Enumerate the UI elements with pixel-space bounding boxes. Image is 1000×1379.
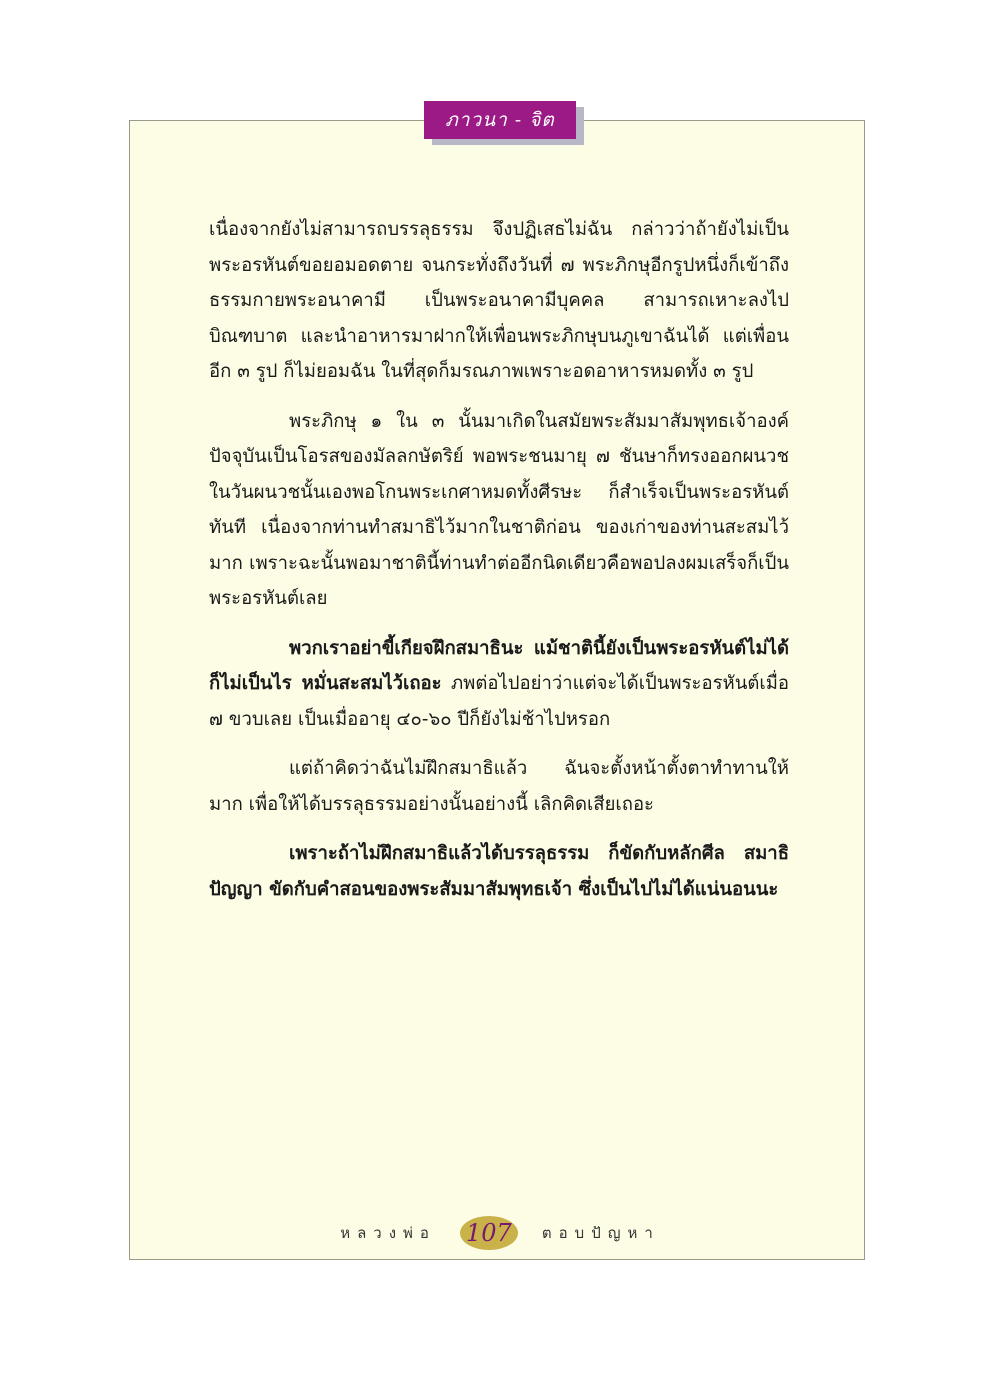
chapter-title: ภาวนา - จิต xyxy=(445,109,555,131)
page-content xyxy=(209,212,789,921)
paragraph-2: พระภิกษุ ๑ ใน ๓ นั้นมาเกิดในสมัยพระสัมมาสัมพุทธเจ้าองค์ปัจจุบันเป็นโอรสของมัลลกษัตริย์ พอพระชนมายุ ๗ ชันษาก็ทรงออกผนวช ในวันผนวชนั้นเองพอโกนพระเกศาหมดทั้งศีรษะ ก็สำเร็จเป็นพระอรหันต์ทันที เนื่องจากท่านทำสมาธิไว้มากในชาติก่อน ของเก่าของท่านสะสมไว้มาก เพราะฉะนั้นพอมาชาตินี้ท่านทำต่ออีกนิดเดียวคือพอปลงผมเสร็จก็เป็นพระอรหันต์เลย xyxy=(209,410,789,609)
paragraph-5: เพราะถ้าไม่ฝึกสมาธิแล้วได้บรรลุธรรม ก็ขัดกับหลักศีล สมาธิ ปัญญา ขัดกับคำสอนของพระสัมมาสัมพุทธเจ้า ซึ่งเป็นไปไม่ได้แน่นอนนะ xyxy=(209,843,789,900)
footer-right-text: ตอบปัญหา xyxy=(541,1224,660,1242)
paragraph-3-bold: พวกเราอย่าขี้เกียจฝึกสมาธินะ แม้ชาตินี้ยังเป็นพระอรหันต์ไม่ได้ก็ไม่เป็นไร หมั่นสะสมไว้เถอะ xyxy=(209,637,789,694)
footer-left-text: หลวงพ่อ xyxy=(340,1224,436,1242)
paragraph-1: เนื่องจากยังไม่สามารถบรรลุธรรม จึงปฏิเสธไม่ฉัน กล่าวว่าถ้ายังไม่เป็นพระอรหันต์ขอยอมอดตาย จนกระทั่งถึงวันที่ ๗ พระภิกษุอีกรูปหนึ่งก็เข้าถึงธรรมกายพระอนาคามี เป็นพระอนาคามีบุคคล สามารถเหาะลงไปบิณฑบาต และนำอาหารมาฝากให้เพื่อนพระภิกษุบนภูเขาฉันได้ แต่เพื่อนอีก ๓ รูป ก็ไม่ยอมฉัน ในที่สุดก็มรณภาพเพราะอดอาหารหมดทั้ง ๓ รูป xyxy=(209,219,789,382)
chapter-title-tab xyxy=(424,101,576,139)
page-footer xyxy=(0,1213,1000,1253)
paragraph-3 xyxy=(209,631,789,738)
page-number-badge xyxy=(460,1216,518,1250)
paragraph-3-rest: ภพต่อไปอย่าว่าแต่จะได้เป็นพระอรหันต์เมื่อ ๗ ขวบเลย เป็นเมื่ออายุ ๔๐-๖๐ ปีก็ยังไม่ช้าไปหรอก xyxy=(209,673,790,730)
paragraph-4: แต่ถ้าคิดว่าฉันไม่ฝึกสมาธิแล้ว ฉันจะตั้งหน้าตั้งตาทำทานให้มาก เพื่อให้ได้บรรลุธรรมอย่างนั้นอย่างนี้ เลิกคิดเสียเถอะ xyxy=(209,758,789,815)
page-number: 107 xyxy=(466,1219,512,1247)
